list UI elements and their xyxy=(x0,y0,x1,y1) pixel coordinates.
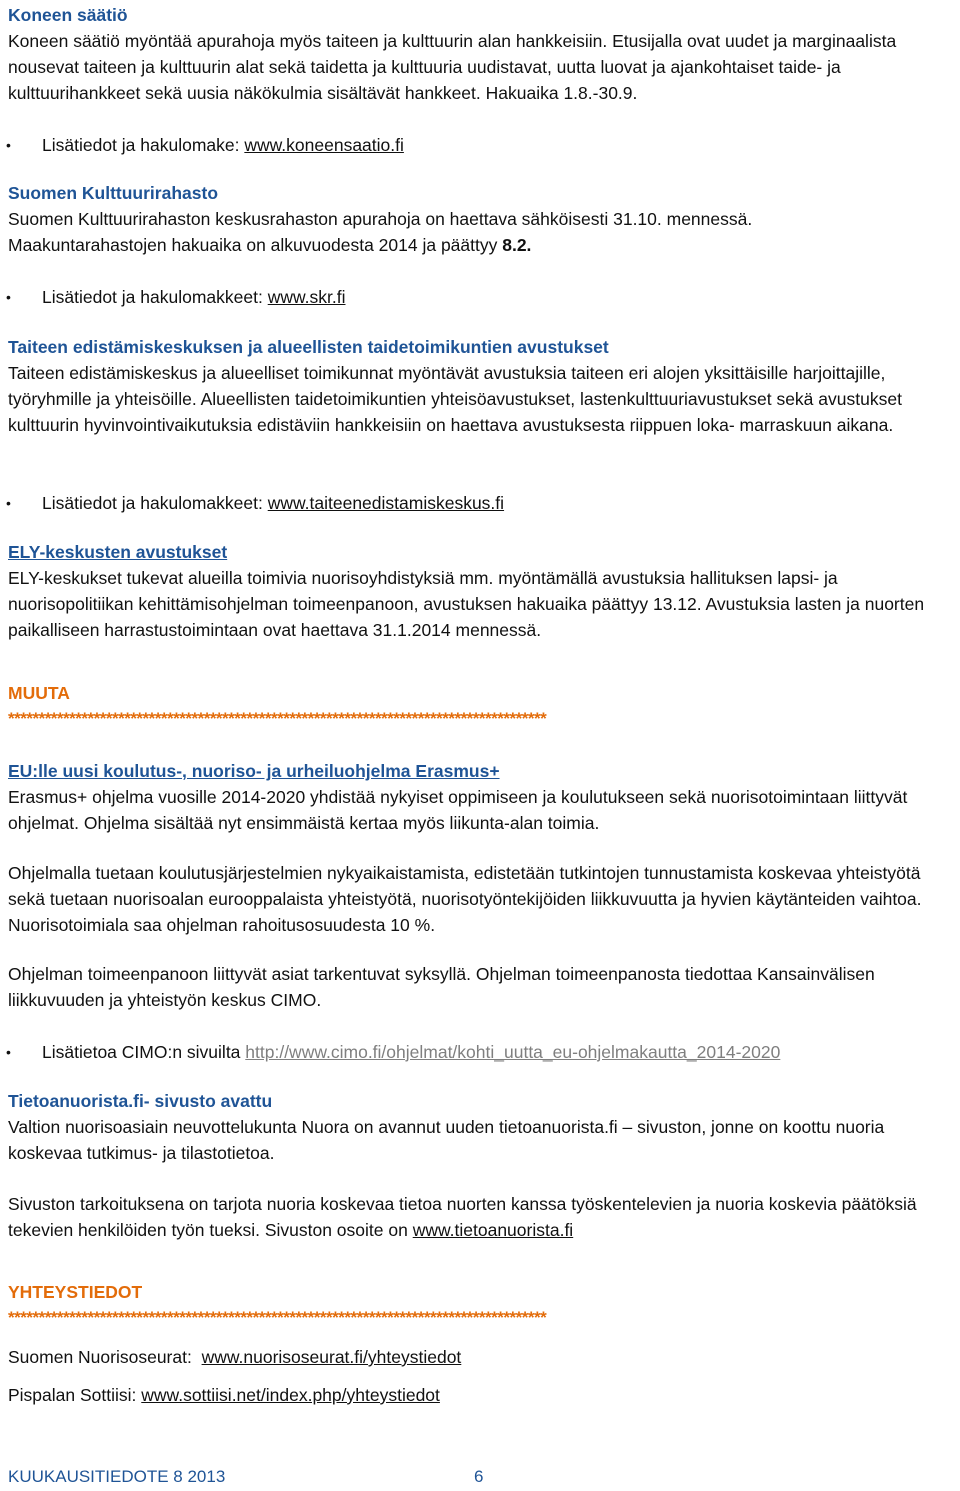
tieto-heading: Tietoanuorista.fi- sivusto avattu xyxy=(8,1091,273,1111)
tieto-section xyxy=(8,1088,952,1166)
taike-section xyxy=(8,334,952,438)
footer-page-number: 6 xyxy=(474,1467,484,1486)
skr-bullet-text: Lisätiedot ja hakulomakkeet: xyxy=(42,287,268,307)
contact-1-label: Suomen Nuorisoseurat: xyxy=(8,1347,202,1367)
koneen-bullet-text: Lisätiedot ja hakulomake: xyxy=(42,135,245,155)
taike-link[interactable]: www.taiteenedistamiskeskus.fi xyxy=(267,493,505,513)
skr-bullet xyxy=(6,284,942,310)
nuorisoseurat-link[interactable]: www.nuorisoseurat.fi/yhteystiedot xyxy=(201,1347,462,1367)
bullet-icon: • xyxy=(6,137,11,153)
footer xyxy=(8,1464,952,1490)
erasmus-paragraph-1: Erasmus+ ohjelma vuosille 2014-2020 yhdistää nykyiset oppimiseen ja koulutukseen sekä nuorisotoimintaan liittyvät ohjelmat. Ohjelma sisältää nyt ensimmäistä kertaa myös liikunta-alan toimia. xyxy=(8,787,908,833)
tieto-section-2 xyxy=(8,1191,952,1243)
contact-line-2 xyxy=(8,1382,952,1408)
cimo-link[interactable]: http://www.cimo.fi/ohjelmat/kohti_uutta_eu-ohjelmakautta_2014-2020 xyxy=(245,1042,781,1062)
koneen-bullet xyxy=(6,132,942,158)
erasmus-section-2 xyxy=(8,860,952,938)
skr-paragraph-2-text: Maakuntarahastojen hakuaika on alkuvuodesta 2014 ja päättyy xyxy=(8,235,503,255)
contact-2-label: Pispalan Sottiisi: xyxy=(8,1385,142,1405)
muuta-section xyxy=(8,680,952,732)
erasmus-heading: EU:lle uusi koulutus-, nuoriso- ja urheiluohjelma Erasmus+ xyxy=(8,761,500,781)
tieto-link[interactable]: www.tietoanuorista.fi xyxy=(412,1220,574,1240)
erasmus-paragraph-3: Ohjelman toimeenpanoon liittyvät asiat tarkentuvat syksyllä. Ohjelman toimeenpanosta tiedottaa Kansainvälisen liikkuvuuden ja yhteistyön keskus CIMO. xyxy=(8,964,875,1010)
ely-paragraph: ELY-keskukset tukevat alueilla toimivia nuorisoyhdistyksiä mm. myöntämällä avustuksia hallituksen lapsi- ja nuorisopolitiikan kehittämisohjelman toimeenpanoon, avustuksen hakuaika päättyy 13.12. Avustuksia lasten ja nuorten paikalliseen harrastustoimintaan ovat haettava 31.1.2014 mennessä. xyxy=(8,568,925,640)
sottiisi-link[interactable]: www.sottiisi.net/index.php/yhteystiedot xyxy=(141,1385,440,1405)
taike-paragraph: Taiteen edistämiskeskus ja alueelliset toimikunnat myöntävät avustuksia taiteen eri alojen yksittäisille harjoittajille, työryhmille ja yhteisöille. Alueellisten taidetoimikuntien yhteisöavustukset, lastenkulttuuriavustukset sekä avustukset kulttuurin hyvinvointivaikutuksia edistäviin hankkeisiin on haettava avustuksesta riippuen loka- marraskuun aikana. xyxy=(8,363,902,435)
koneen-paragraph: Koneen säätiö myöntää apurahoja myös taiteen ja kulttuurin alan hankkeisiin. Etusijalla ovat uudet ja marginaalista nousevat taiteen ja kulttuurin alat sekä taidetta ja kulttuuria uudistavat, uutta luovat ja ajankohtaiset taide- ja kulttuurihankkeet sekä uusia näkökulmia sisältävät hankkeet. Hakuaika 1.8.-30.9. xyxy=(8,31,897,103)
skr-deadline: 8.2. xyxy=(502,235,532,255)
koneen-heading: Koneen säätiö xyxy=(8,5,128,25)
skr-section xyxy=(8,180,952,258)
skr-paragraph-1: Suomen Kulttuurirahaston keskusrahaston apurahoja on haettava sähköisesti 31.10. mennessä. xyxy=(8,209,753,229)
koneen-section xyxy=(8,2,952,106)
erasmus-bullet xyxy=(6,1039,942,1065)
erasmus-paragraph-2: Ohjelmalla tuetaan koulutusjärjestelmien nykyaikaistamista, edistetään tutkintojen tunnustamista koskevaa yhteistyötä sekä tuetaan nuorisoalan eurooppalaista yhteistyötä, nuorisotyöntekijöiden liikkuvuutta ja hyvien käytänteiden vaihtoa. Nuorisotoimiala saa ohjelman rahoitusosuudesta 10 %. xyxy=(8,863,922,935)
koneen-link[interactable]: www.koneensaatio.fi xyxy=(244,135,404,155)
taike-heading: Taiteen edistämiskeskuksen ja alueellisten taidetoimikuntien avustukset xyxy=(8,337,609,357)
skr-paragraph-2 xyxy=(8,232,952,258)
taike-bullet-text: Lisätiedot ja hakulomakkeet: xyxy=(42,493,268,513)
ely-heading: ELY-keskusten avustukset xyxy=(8,542,228,562)
erasmus-section xyxy=(8,758,952,836)
ely-section xyxy=(8,539,952,643)
yhteys-heading: YHTEYSTIEDOT xyxy=(8,1282,143,1302)
contact-line-1 xyxy=(8,1344,952,1370)
skr-heading: Suomen Kulttuurirahasto xyxy=(8,183,219,203)
muuta-heading: MUUTA xyxy=(8,683,70,703)
footer-title: KUUKAUSITIEDOTE 8 2013 xyxy=(8,1467,226,1486)
skr-link[interactable]: www.skr.fi xyxy=(267,287,346,307)
tieto-paragraph-1: Valtion nuorisoasiain neuvottelukunta Nuora on avannut uuden tietoanuorista.fi – sivuston, jonne on koottu nuoria koskevaa tutkimus- ja tilastotietoa. xyxy=(8,1117,885,1163)
bullet-icon: • xyxy=(6,1044,11,1060)
yhteys-section xyxy=(8,1279,952,1331)
bullet-icon: • xyxy=(6,495,11,511)
taike-bullet xyxy=(6,490,942,516)
erasmus-section-3 xyxy=(8,961,952,1013)
erasmus-bullet-text: Lisätietoa CIMO:n sivuilta xyxy=(42,1042,246,1062)
bullet-icon: • xyxy=(6,289,11,305)
tieto-paragraph-2 xyxy=(8,1191,952,1243)
tieto-paragraph-2-text: Sivuston tarkoituksena on tarjota nuoria koskevaa tietoa nuorten kanssa työskentelevien ja nuoria koskevia päätöksiä tekevien henkilöiden työn tueksi. Sivuston osoite on xyxy=(8,1194,917,1240)
yhteys-separator: **************************************************************************************** xyxy=(8,1308,547,1327)
muuta-separator: **************************************************************************************** xyxy=(8,709,547,728)
